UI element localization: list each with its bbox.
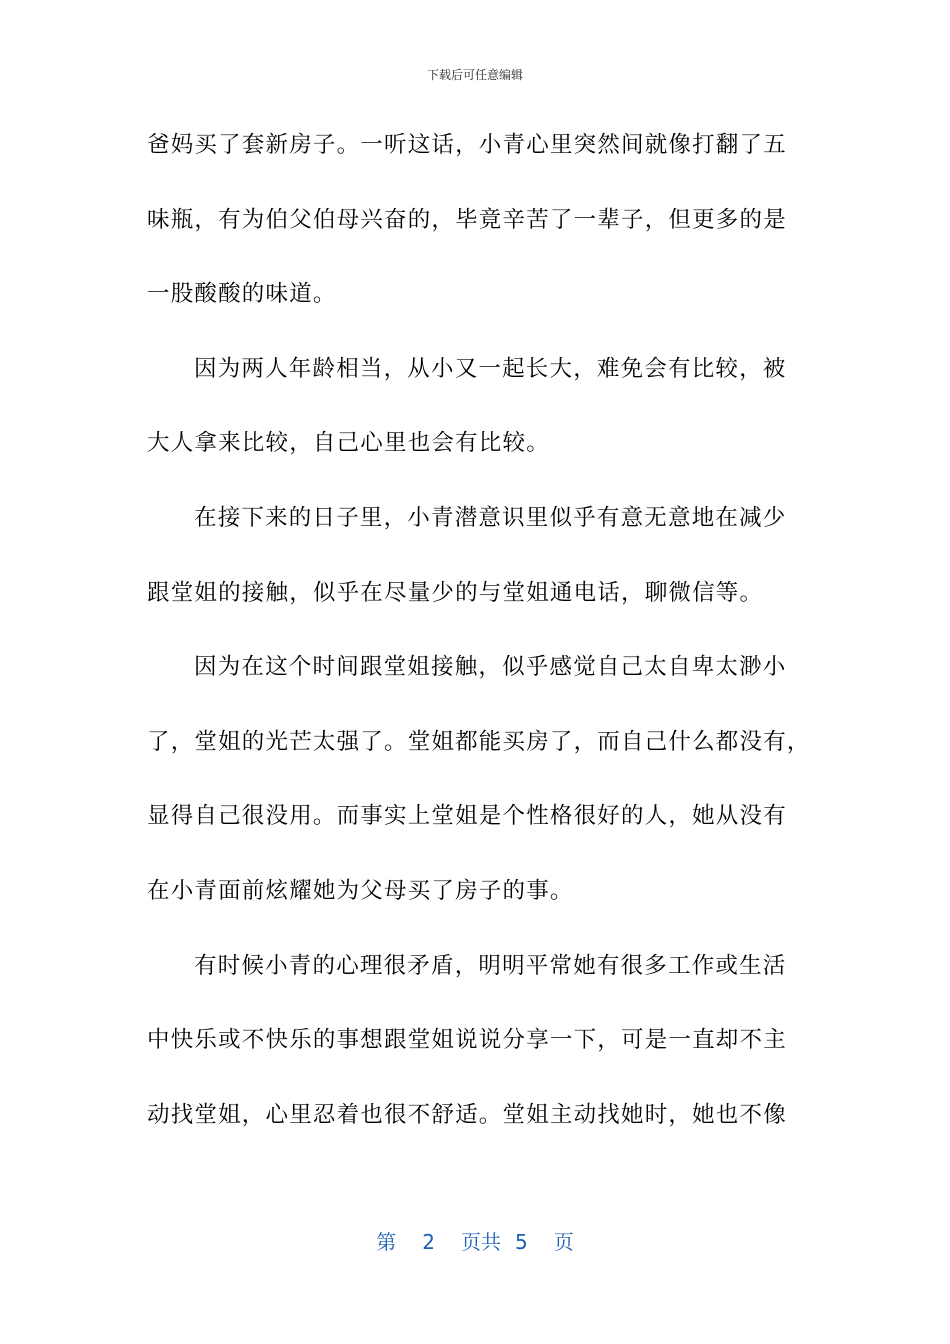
- text-line: 爸妈买了套新房子。一听这话，小青心里突然间就像打翻了五: [147, 132, 787, 158]
- text-line: 味瓶，有为伯父伯母兴奋的，毕竟辛苦了一辈子，但更多的是: [147, 206, 787, 233]
- text-line: 跟堂姐的接触，似乎在尽量少的与堂姐通电话，聊微信等。: [147, 579, 764, 606]
- text-line: 在小青面前炫耀她为父母买了房子的事。: [147, 877, 574, 904]
- text-line: 一股酸酸的味道。: [147, 281, 337, 308]
- footer-label-total: 页共: [461, 1230, 501, 1254]
- text-line: 因为在这个时间跟堂姐接触，似乎感觉自己太自卑太渺小: [194, 654, 787, 681]
- text-line: 中快乐或不快乐的事想跟堂姐说说分享一下，可是一直却不主: [147, 1027, 787, 1054]
- text-line: 有时候小青的心理很矛盾，明明平常她有很多工作或生活: [194, 952, 787, 979]
- total-pages-number: 5: [515, 1230, 528, 1254]
- current-page-number: 2: [422, 1230, 435, 1254]
- text-line: 大人拿来比较，自己心里也会有比较。: [147, 430, 550, 457]
- page-header: 下载后可任意编辑: [426, 68, 523, 82]
- text-line: 因为两人年龄相当，从小又一起长大，难免会有比较，被: [194, 355, 787, 382]
- text-line: 显得自己很没用。而事实上堂姐是个性格很好的人，她从没有: [147, 803, 787, 830]
- text-line: 在接下来的日子里，小青潜意识里似乎有意无意地在减少: [194, 504, 787, 531]
- footer-label-page: 第: [376, 1230, 397, 1254]
- document-body: [147, 123, 811, 1167]
- text-line: 动找堂姐，心里忍着也很不舒适。堂姐主动找她时，她也不像: [147, 1101, 787, 1128]
- page-footer: [0, 1226, 950, 1255]
- text-line: 了，堂姐的光芒太强了。堂姐都能买房了，而自己什么都没有，: [147, 728, 811, 755]
- footer-label-end: 页: [553, 1230, 574, 1254]
